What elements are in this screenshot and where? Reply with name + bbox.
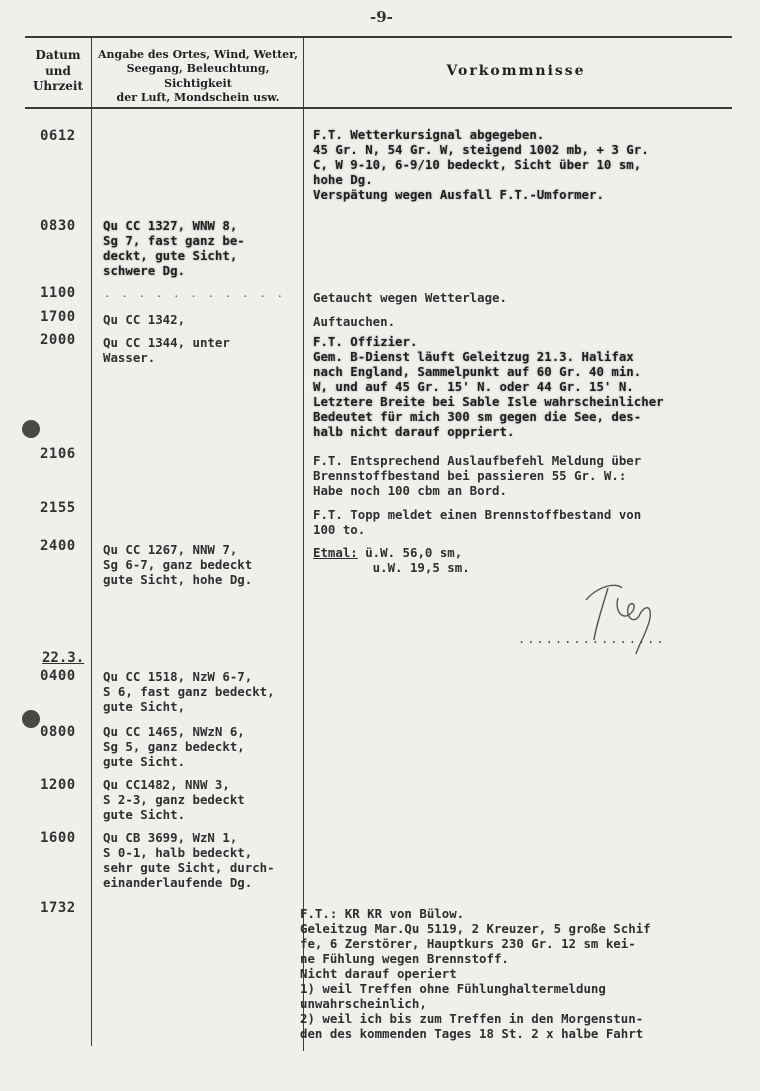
- entry-weather: Qu CC 1465, NWzN 6, Sg 5, ganz bedeckt, gute Sicht.: [103, 724, 245, 769]
- entry-weather: Qu CC 1267, NNW 7, Sg 6-7, ganz bedeckt gute Sicht, hohe Dg.: [103, 542, 253, 587]
- entry-time: 1100: [40, 285, 76, 301]
- header-events: Vorkommnisse: [446, 63, 586, 79]
- entry-events: F.T. Offizier. Gem. B-Dienst läuft Geleitzug 21.3. Halifax nach England, Sammelpunkt auf 60 Gr. 40 min. W, und auf 45 Gr. 15' N. oder 44 Gr. 15' N. Letztere Breite bei Sable Isle wahrscheinlicher Bedeutet für mich 300 sm gegen die See, des- halb nicht darauf oppriert.: [313, 334, 664, 439]
- entry-events: F.T. Wetterkursignal abgegeben. 45 Gr. N, 54 Gr. W, steigend 1002 mb, + 3 Gr. C, W 9-10, 6-9/10 bedeckt, Sicht über 10 sm, hohe Dg. Verspätung wegen Ausfall F.T.-Umformer.: [313, 127, 649, 202]
- header-date-time: Datum und Uhrzeit: [32, 48, 84, 94]
- entry-time: 0612: [40, 128, 76, 144]
- entry-time: 2400: [40, 538, 76, 554]
- etmal-values: ü.W. 56,0 sm, u.W. 19,5 sm.: [365, 545, 470, 575]
- entry-events: Getaucht wegen Wetterlage.: [313, 290, 507, 305]
- page-number: -9-: [370, 8, 393, 26]
- entry-time: 0830: [40, 218, 76, 234]
- entry-events: F.T. Entsprechend Auslaufbefehl Meldung über Brennstoffbestand bei passieren 55 Gr. W.: Habe noch 100 cbm an Bord.: [313, 453, 642, 498]
- table-top-rule: [25, 36, 732, 38]
- entry-weather: Qu CC 1327, WNW 8, Sg 7, fast ganz be- deckt, gute Sicht, schwere Dg.: [103, 218, 245, 278]
- punch-hole-icon: [22, 420, 40, 438]
- punch-hole-icon: [22, 710, 40, 728]
- entry-events: F.T.: KR KR von Bülow. Geleitzug Mar.Qu 5119, 2 Kreuzer, 5 große Schif fe, 6 Zerstörer, Hauptkurs 230 Gr. 12 sm kei- ne Fühlung wegen Brennstoff. Nicht darauf operiert 1) weil Treffen ohne Fühlunghaltermeldung unwahrscheinlich, 2) weil ich bis zum Treffen in den Morgenstun- den des kommenden Tages 18 St. 2 x halbe Fahrt: [300, 906, 651, 1041]
- entry-time: 0800: [40, 724, 76, 740]
- entry-time: 1200: [40, 777, 76, 793]
- entry-time: 2106: [40, 446, 76, 462]
- entry-time: 0400: [40, 668, 76, 684]
- entry-weather: Qu CC 1342,: [103, 312, 186, 327]
- entry-time: 1732: [40, 900, 76, 916]
- entry-weather: Qu CC 1518, NzW 6-7, S 6, fast ganz bedeckt, gute Sicht,: [103, 669, 275, 714]
- entry-events: Auftauchen.: [313, 314, 396, 329]
- signature-line: ................: [518, 632, 666, 646]
- entry-time: 1600: [40, 830, 76, 846]
- header-bottom-rule: [25, 107, 732, 109]
- column-divider-1: [91, 36, 92, 1046]
- etmal-label: Etmal:: [313, 545, 358, 560]
- entry-weather: Qu CC1482, NNW 3, S 2-3, ganz bedeckt gute Sicht.: [103, 777, 245, 822]
- entry-weather: Qu CB 3699, WzN 1, S 0-1, halb bedeckt, sehr gute Sicht, durch- einanderlaufende Dg.: [103, 830, 275, 890]
- entry-time: 1700: [40, 309, 76, 325]
- entry-date: 22.3.: [42, 650, 85, 666]
- handwritten-signature-icon: [578, 578, 668, 658]
- entry-weather: Qu CC 1344, unter Wasser.: [103, 335, 230, 365]
- header-location-weather: Angabe des Ortes, Wind, Wetter, Seegang, Beleuchtung, Sichtigkeit der Luft, Mondschein usw.: [97, 48, 299, 104]
- entry-events: F.T. Topp meldet einen Brennstoffbestand von 100 to.: [313, 507, 642, 537]
- entry-time: 2155: [40, 500, 76, 516]
- entry-events-etmal: [313, 545, 738, 575]
- entry-time: 2000: [40, 332, 76, 348]
- dotted-leader: . . . . . . . . . . .: [104, 287, 286, 300]
